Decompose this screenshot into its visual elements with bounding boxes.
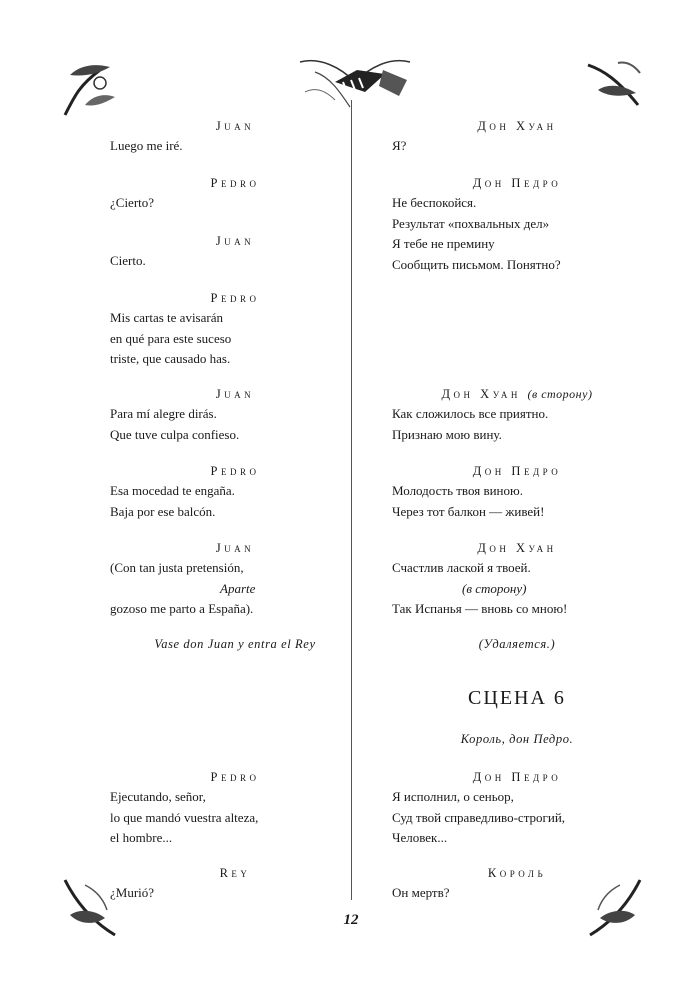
speech-juan-2 <box>392 384 642 445</box>
speaker-name: Juan <box>215 234 255 248</box>
verse-line: Я исполнил, о сеньор, <box>392 789 514 804</box>
stage-direction: Король, дон Педро. <box>460 732 574 746</box>
stage-direction-enter <box>392 729 642 749</box>
speaker-name: Дон Хуан <box>477 119 557 133</box>
verse-line: Не беспокойся. <box>392 195 477 210</box>
speaker-name: Rey <box>219 866 251 880</box>
speaker-label: Дон Хуан <box>441 387 521 401</box>
speech-juan-3 <box>392 538 642 620</box>
speech-king-1 <box>392 863 642 904</box>
verse-line: Ejecutando, señor, <box>110 789 206 804</box>
verse-line: lo que mandó vuestra alteza, <box>110 809 259 825</box>
verse-line: Как сложилось все приятно. <box>392 406 549 421</box>
verse-line: Baja por ese balcón. <box>110 503 216 519</box>
speaker-name: Дон Педро <box>472 464 562 478</box>
speaker-name: Pedro <box>210 464 260 478</box>
speaker-name: Дон Хуан <box>477 541 557 555</box>
verse-line: el hombre... <box>110 830 173 845</box>
verse-line: triste, que causado has. <box>110 351 231 366</box>
verse-line: Esa mocedad te engaña. <box>110 483 235 498</box>
verse-line: Человек... <box>392 830 448 845</box>
verse-line: Cierto. <box>110 253 146 268</box>
top-center-ornament <box>295 52 415 112</box>
verse-line: ¿Cierto? <box>110 195 155 210</box>
speech-pedro-2 <box>392 461 642 522</box>
speaker-name: Дон Педро <box>472 176 562 190</box>
page-number: 12 <box>343 912 359 928</box>
verse-line: Я? <box>392 138 407 153</box>
top-right-ornament <box>578 55 648 115</box>
speaker-name: Juan <box>215 119 255 133</box>
verse-line: Para mí alegre dirás. <box>110 406 217 421</box>
verse-line: Счастлив лаской я твоей. <box>392 560 531 575</box>
speaker-name: Juan <box>215 541 255 555</box>
speaker-name: Pedro <box>210 770 260 784</box>
stage-direction-exit <box>392 634 642 654</box>
verse-line: Que tuve culpa confieso. <box>110 426 240 442</box>
verse-line: Я тебе не премину <box>392 236 495 251</box>
verse-line: Результат «похвальных дел» <box>392 215 550 231</box>
verse-line: Молодость твоя виною. <box>392 483 523 498</box>
verse-line: Luego me iré. <box>110 138 183 153</box>
verse-line: Суд твой справедливо-строгий, <box>392 809 566 825</box>
speech-pedro-2 <box>110 288 360 370</box>
verse-line: gozoso me parto a España). <box>110 601 254 616</box>
stage-direction: (Удаляется.) <box>478 637 556 651</box>
speech-juan-2 <box>110 231 360 272</box>
speaker-name: Pedro <box>210 176 260 190</box>
speech-juan-4 <box>110 538 360 620</box>
speaker-name: Pedro <box>210 291 260 305</box>
speech-pedro-3 <box>110 461 360 522</box>
verse-line: Так Испанья — вновь со мною! <box>392 601 568 616</box>
stage-direction: Vase don Juan y entra el Rey <box>154 637 316 651</box>
verse-line: Через тот балкон — живей! <box>392 503 545 519</box>
speaker-name: Король <box>487 866 547 880</box>
stage-direction-exit <box>110 634 360 654</box>
verse-line: en qué para este suceso <box>110 330 232 346</box>
speech-rey-1 <box>110 863 360 904</box>
top-left-ornament <box>55 55 125 125</box>
aside-direction: (в сторону) <box>462 580 527 596</box>
speech-juan-3 <box>110 384 360 445</box>
speech-pedro-1 <box>110 173 360 214</box>
verse-line: Mis cartas te avisarán <box>110 310 223 325</box>
speech-pedro-1 <box>392 173 642 275</box>
speech-juan-1 <box>392 116 642 157</box>
speaker-name: Дон Педро <box>472 770 562 784</box>
verse-line: Признаю мою вину. <box>392 426 502 442</box>
aside-direction: (в сторону) <box>527 387 593 401</box>
verse-line: Он мертв? <box>392 885 450 900</box>
aside-direction: Aparte <box>220 580 256 596</box>
scene-title: СЦЕНА 6 <box>468 687 566 709</box>
speech-juan-1 <box>110 116 360 157</box>
verse-line: ¿Murió? <box>110 885 155 900</box>
verse-line: Сообщить письмом. Понятно? <box>392 256 561 272</box>
verse-line: (Con tan justa pretensión, <box>110 560 244 575</box>
speaker-name: Juan <box>215 387 255 401</box>
speaker-name <box>392 384 642 404</box>
speech-pedro-4 <box>110 767 360 849</box>
speech-pedro-3 <box>392 767 642 849</box>
